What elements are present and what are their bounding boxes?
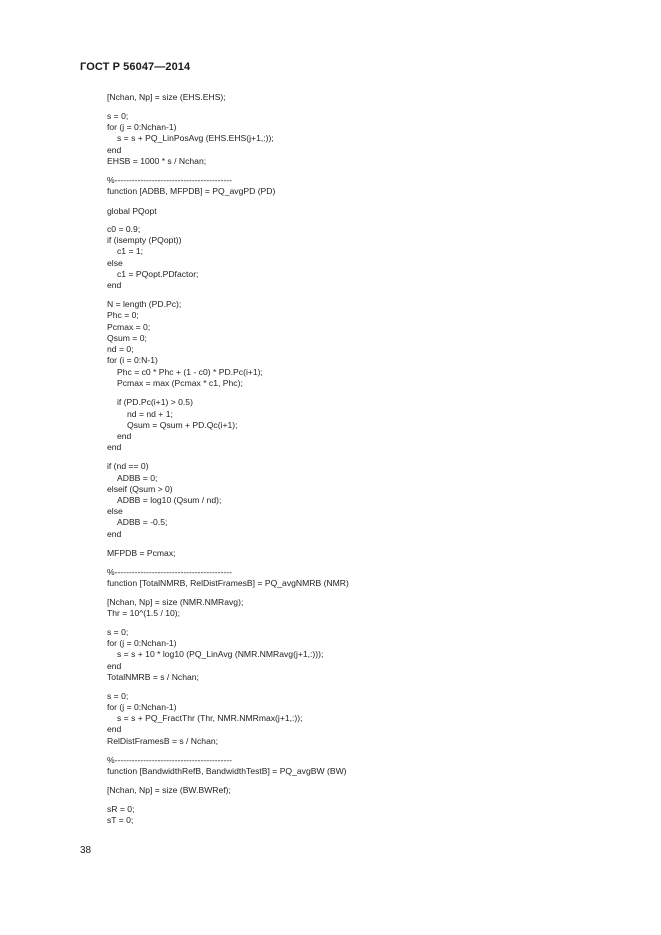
code-line: for (j = 0:Nchan-1) [107,638,177,648]
code-line: global PQopt [107,206,157,216]
code-line: nd = 0; [107,344,134,354]
code-line: end [107,280,122,290]
code-line: N = length (PD.Pc); [107,299,182,309]
code-line: [Nchan, Np] = size (BW.BWRef); [107,785,231,795]
code-line: ADBB = -0.5; [117,517,168,527]
code-line: Qsum = 0; [107,333,147,343]
code-line: for (j = 0:Nchan-1) [107,122,177,132]
code-line: c0 = 0.9; [107,224,141,234]
code-line: TotalNMRB = s / Nchan; [107,672,199,682]
code-line: s = 0; [107,627,129,637]
code-line: %----------------------------------------- [107,175,232,185]
code-line: Qsum = Qsum + PD.Qc(i+1); [127,420,238,430]
code-line: MFPDB = Pcmax; [107,548,176,558]
code-line: end [107,724,122,734]
code-line: sR = 0; [107,804,135,814]
code-line: end [107,145,122,155]
code-line: else [107,506,123,516]
code-line: for (j = 0:Nchan-1) [107,702,177,712]
code-line: RelDistFramesB = s / Nchan; [107,736,219,746]
code-line: %----------------------------------------- [107,755,232,765]
code-line: Phc = c0 * Phc + (1 - c0) * PD.Pc(i+1); [117,367,263,377]
code-line: end [117,431,132,441]
code-line: Phc = 0; [107,310,139,320]
code-line: s = s + PQ_FractThr (Thr, NMR.NMRmax(j+1,:)); [117,713,303,723]
code-line: elseif (Qsum > 0) [107,484,173,494]
code-line: c1 = 1; [117,246,144,256]
code-line: sT = 0; [107,815,134,825]
code-line: nd = nd + 1; [127,409,173,419]
code-line: else [107,258,123,268]
code-line: s = 0; [107,691,129,701]
code-line: Pcmax = 0; [107,322,151,332]
code-line: c1 = PQopt.PDfactor; [117,269,199,279]
code-line: %----------------------------------------- [107,567,232,577]
code-line: [Nchan, Np] = size (NMR.NMRavg); [107,597,244,607]
code-line: function [ADBB, MFPDB] = PQ_avgPD (PD) [107,186,276,196]
code-line: for (i = 0:N-1) [107,355,158,365]
code-line: EHSB = 1000 * s / Nchan; [107,156,207,166]
code-line: s = s + 10 * log10 (PQ_LinAvg (NMR.NMRavg(j+1,:))); [117,649,324,659]
code-line: [Nchan, Np] = size (EHS.EHS); [107,92,226,102]
code-line: s = s + PQ_LinPosAvg (EHS.EHS(j+1,:)); [117,133,274,143]
page-number: 38 [80,845,92,856]
code-line: end [107,442,122,452]
code-line: function [TotalNMRB, RelDistFramesB] = PQ_avgNMRB (NMR) [107,578,349,588]
code-line: function [BandwidthRefB, BandwidthTestB] = PQ_avgBW (BW) [107,766,347,776]
code-line: if (isempty (PQopt)) [107,235,182,245]
document-header: ГОСТ Р 56047—2014 [80,61,191,73]
code-line: ADBB = log10 (Qsum / nd); [117,495,222,505]
code-line: s = 0; [107,111,129,121]
code-line: Pcmax = max (Pcmax * c1, Phc); [117,378,243,388]
code-line: end [107,529,122,539]
code-line: if (nd == 0) [107,461,149,471]
code-line: if (PD.Pc(i+1) > 0.5) [117,397,193,407]
code-line: ADBB = 0; [117,473,158,483]
code-line: Thr = 10^(1.5 / 10); [107,608,181,618]
code-line: end [107,661,122,671]
